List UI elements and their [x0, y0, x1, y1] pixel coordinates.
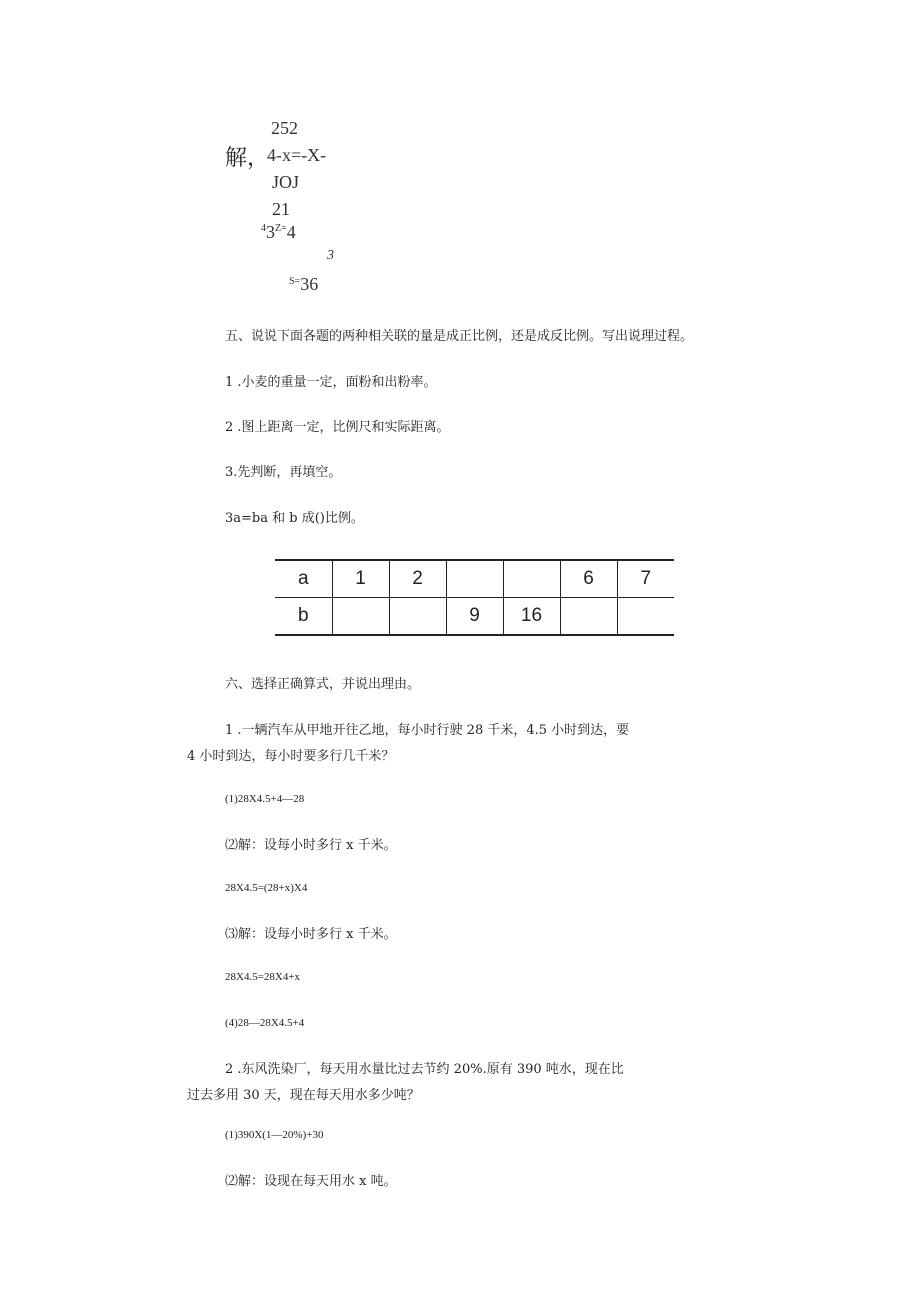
math-line-43z4	[261, 222, 296, 243]
problem1-option2: ⑵解：设每小时多行 x 千米。	[225, 838, 397, 853]
math-main-36: 36	[300, 274, 319, 294]
math-denominator-joj: JOJ	[272, 172, 300, 192]
section5-question-2: 2 .图上距离一定，比例尺和实际距离。	[225, 420, 450, 435]
section5-question-3-line: 3a=ba 和 b 成()比例。	[225, 511, 364, 526]
math-jie-label: 解，	[225, 146, 270, 171]
section5-question-1: 1 .小麦的重量一定，面粉和出粉率。	[225, 375, 437, 390]
problem1-equation3: 28X4.5=28X4+x	[225, 971, 301, 983]
table-cell	[446, 560, 503, 598]
problem1-line2: 4 小时到达，每小时要多行几千米？	[187, 749, 395, 764]
problem2-option2: ⑵解：设现在每天用水 x 吨。	[225, 1174, 397, 1189]
table-cell	[332, 598, 389, 636]
table-cell	[389, 598, 446, 636]
math-sup-z: Z=	[275, 223, 287, 234]
problem1-option4: (4)28—28X4.5+4	[225, 1017, 305, 1029]
section6-heading: 六、选择正确算式，并说出理由。	[225, 677, 421, 692]
math-equation-line: 4-x=-X-	[267, 145, 327, 165]
problem1-equation2: 28X4.5=(28+x)X4	[225, 882, 308, 894]
math-end-4: 4	[286, 222, 296, 242]
math-sup-4: 4	[261, 223, 266, 234]
table-cell: 6	[560, 560, 617, 598]
table-row-b	[275, 598, 674, 636]
table-cell: a	[275, 560, 332, 598]
problem2-option1: (1)390X(1—20%)+30	[225, 1129, 324, 1141]
math-fraction-3: 3	[327, 248, 334, 263]
problem1-option3: ⑶解：设每小时多行 x 千米。	[225, 927, 397, 942]
table-cell: 9	[446, 598, 503, 636]
problem1-option1: (1)28X4.5+4—28	[225, 793, 305, 805]
math-numerator-21: 21	[272, 199, 290, 219]
table-cell: b	[275, 598, 332, 636]
problem2-line2: 过去多用 30 天，现在每天用水多少吨？	[187, 1088, 420, 1103]
math-main-3: 3	[266, 222, 275, 242]
table-cell	[503, 560, 560, 598]
table-cell: 2	[389, 560, 446, 598]
problem2-line1: 2 .东风洗染厂，每天用水量比过去节约 20%.原有 390 吨水，现在比	[225, 1062, 624, 1077]
table-cell: 16	[503, 598, 560, 636]
math-result-s36	[289, 274, 318, 295]
section5-heading: 五、说说下面各题的两种相关联的量是成正比例，还是成反比例。写出说理过程。	[225, 329, 694, 344]
table-cell	[560, 598, 617, 636]
table-cell: 1	[332, 560, 389, 598]
table-row-a	[275, 560, 674, 598]
problem1-line1: 1 .一辆汽车从甲地开往乙地，每小时行驶 28 千米，4.5 小时到达，要	[225, 723, 630, 738]
math-numerator-252: 252	[271, 118, 298, 138]
math-sup-s: S=	[289, 276, 301, 287]
table-cell	[617, 598, 674, 636]
table-cell: 7	[617, 560, 674, 598]
section5-question-3: 3.先判断，再填空。	[225, 465, 342, 480]
ratio-table	[275, 559, 674, 636]
